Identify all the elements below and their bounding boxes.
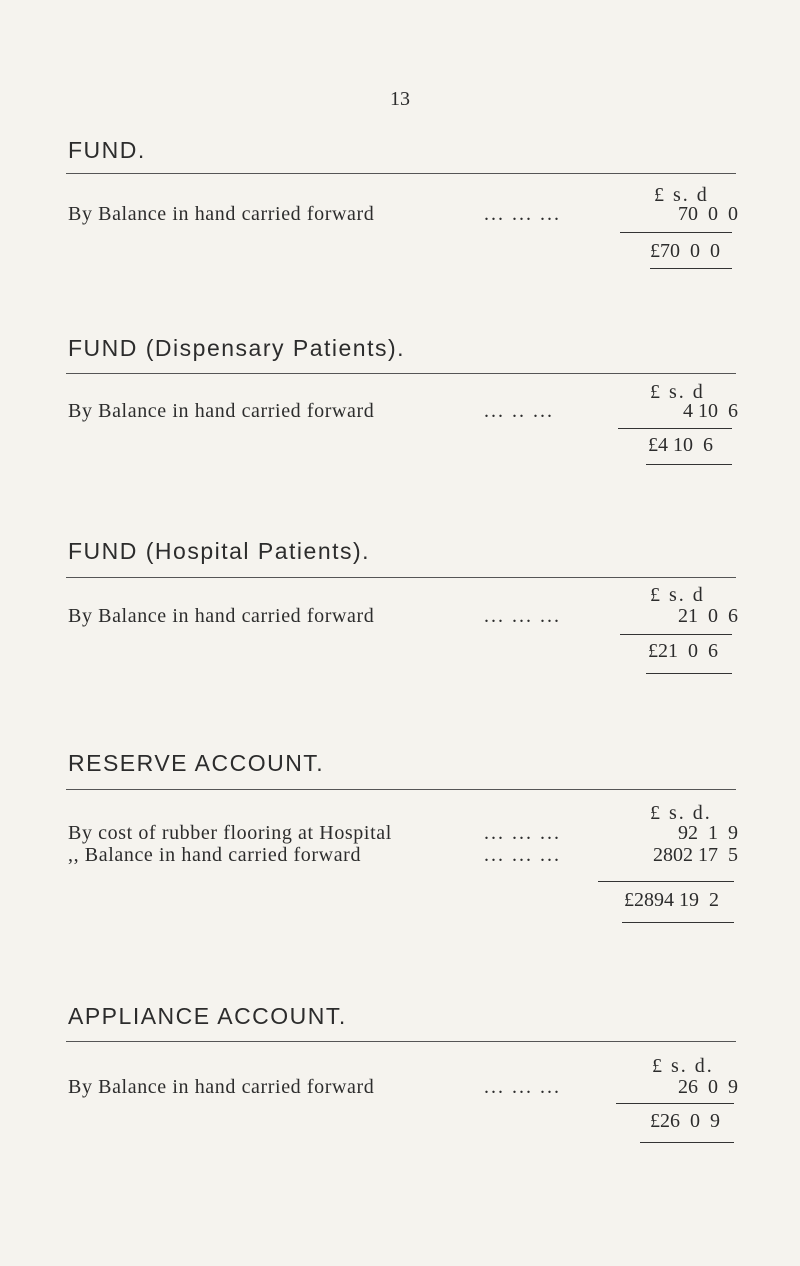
leader-dots: ... ... ... bbox=[484, 203, 561, 225]
ledger-amount: 26 0 9 bbox=[678, 1076, 738, 1098]
currency-header: £ s. d bbox=[650, 584, 705, 606]
section-total: £4 10 6 bbox=[648, 434, 713, 456]
section-rule bbox=[66, 577, 736, 578]
section-rule bbox=[66, 1041, 736, 1042]
ledger-amount: 2802 17 5 bbox=[653, 844, 738, 866]
section-heading: RESERVE ACCOUNT. bbox=[68, 750, 325, 776]
section-rule bbox=[66, 373, 736, 374]
section-total: £21 0 6 bbox=[648, 640, 718, 662]
leader-dots: ... ... ... bbox=[484, 822, 561, 844]
page-number: 13 bbox=[390, 88, 410, 110]
ledger-amount: 92 1 9 bbox=[678, 822, 738, 844]
total-rule bbox=[616, 1103, 734, 1104]
section-total: £26 0 9 bbox=[650, 1110, 720, 1132]
leader-dots: ... .. ... bbox=[484, 400, 554, 422]
ledger-row-text: By Balance in hand carried forward bbox=[68, 1076, 375, 1098]
ledger-row-text: By Balance in hand carried forward bbox=[68, 605, 375, 627]
currency-header: £ s. d bbox=[650, 381, 705, 403]
ledger-row-text: By Balance in hand carried forward bbox=[68, 203, 375, 225]
leader-dots: ... ... ... bbox=[484, 844, 561, 866]
ledger-amount: 4 10 6 bbox=[683, 400, 738, 422]
total-rule bbox=[598, 881, 734, 882]
section-heading: FUND (Hospital Patients). bbox=[68, 538, 371, 564]
double-rule bbox=[640, 1142, 734, 1143]
currency-header: £ s. d. bbox=[650, 802, 712, 824]
ledger-row-text: By cost of rubber flooring at Hospital bbox=[68, 822, 392, 844]
section-total: £70 0 0 bbox=[650, 240, 720, 262]
total-rule bbox=[620, 634, 732, 635]
total-rule bbox=[618, 428, 732, 429]
section-heading: FUND (Dispensary Patients). bbox=[68, 335, 406, 361]
ledger-row-text: By Balance in hand carried forward bbox=[68, 400, 375, 422]
double-rule bbox=[650, 268, 732, 269]
ledger-amount: 70 0 0 bbox=[678, 203, 738, 225]
section-heading: APPLIANCE ACCOUNT. bbox=[68, 1003, 347, 1029]
section-rule bbox=[66, 789, 736, 790]
section-heading: FUND. bbox=[68, 137, 146, 163]
ledger-amount: 21 0 6 bbox=[678, 605, 738, 627]
total-rule bbox=[620, 232, 732, 233]
double-rule bbox=[646, 673, 732, 674]
section-total: £2894 19 2 bbox=[624, 889, 719, 911]
currency-header: £ s. d bbox=[654, 184, 709, 206]
leader-dots: ... ... ... bbox=[484, 605, 561, 627]
leader-dots: ... ... ... bbox=[484, 1076, 561, 1098]
double-rule bbox=[622, 922, 734, 923]
section-rule bbox=[66, 173, 736, 174]
double-rule bbox=[646, 464, 732, 465]
ledger-row-text: ,, Balance in hand carried forward bbox=[68, 844, 362, 866]
currency-header: £ s. d. bbox=[652, 1055, 714, 1077]
